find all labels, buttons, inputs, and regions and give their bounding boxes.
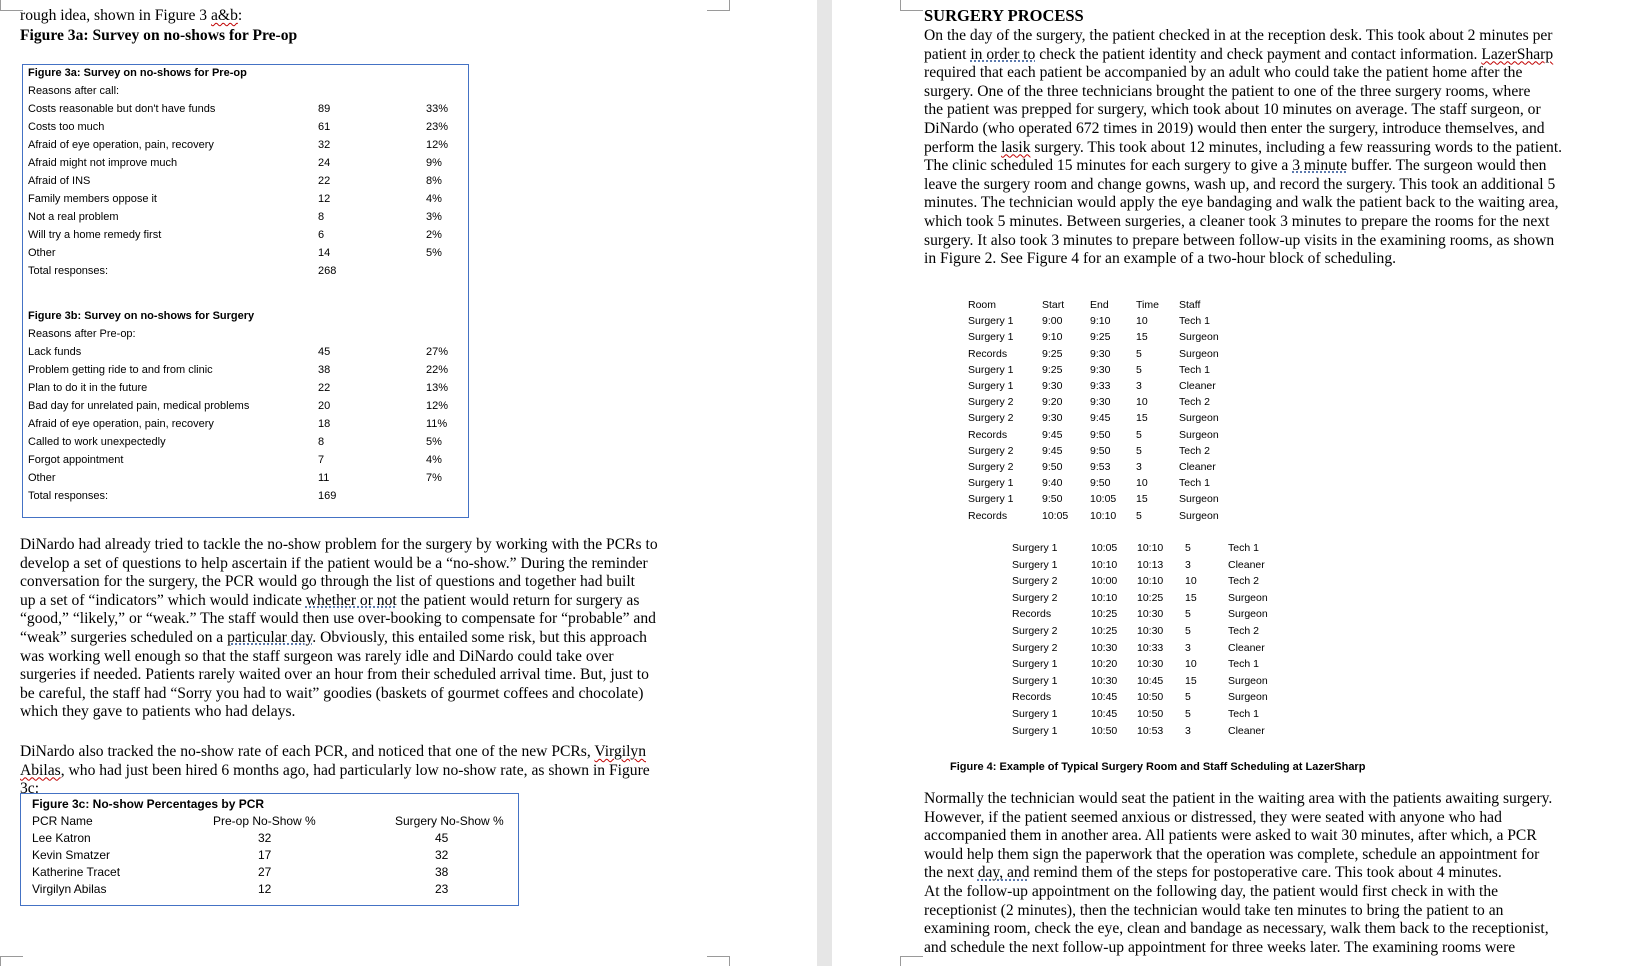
percent-cell: 5%	[426, 436, 442, 448]
table-cell: 38	[435, 865, 449, 879]
schedule-cell: 9:45	[1042, 444, 1063, 457]
reason-cell: Lack funds	[28, 346, 82, 358]
table-row	[28, 157, 466, 175]
schedule-cell: 10:05	[1042, 509, 1069, 522]
page-corner-mark	[900, 956, 923, 966]
schedule-cell: Surgery 1	[968, 477, 1014, 490]
schedule-cell: 15	[1185, 674, 1197, 687]
figure-3b-title: Figure 3b: Survey on no-shows for Surgery	[28, 310, 255, 322]
schedule-cell: 9:00	[1042, 315, 1063, 328]
count-cell: 22	[318, 175, 331, 187]
percent-cell: 4%	[426, 454, 442, 466]
reason-cell: Forgot appointment	[28, 454, 124, 466]
reason-cell: Family members oppose it	[28, 193, 157, 205]
schedule-cell: 15	[1185, 591, 1197, 604]
total-value: 169	[318, 490, 337, 502]
schedule-cell: 9:25	[1042, 347, 1063, 360]
schedule-cell: 5	[1185, 542, 1191, 554]
schedule-cell: 9:30	[1042, 412, 1063, 425]
schedule-cell: Surgery 1	[1012, 558, 1058, 571]
schedule-cell: Surgery 1	[1012, 724, 1058, 737]
schedule-cell: Surgery 2	[1012, 591, 1058, 604]
schedule-cell: 10:50	[1091, 724, 1118, 737]
schedule-cell: Surgery 2	[1012, 641, 1058, 654]
schedule-cell: 10:30	[1137, 658, 1164, 671]
figure-4-caption: Figure 4: Example of Typical Surgery Room and Staff Scheduling at LazerSharp	[950, 761, 1366, 773]
figure-3b-table	[28, 310, 466, 508]
schedule-cell: 3	[1185, 558, 1191, 571]
table-row	[28, 418, 466, 436]
body-paragraph: On the day of the surgery, the patient checked in at the reception desk. This took about 2 minutes per patient in order to check the patient identity and check payment and contact information. LazerSharp required that each patient be accompanied by an adult who could take the patient home after the surgery. One of the three technicians brought the patient to one of the three surgery rooms, where the patient was prepped for surgery, which took about 10 minutes on average. The staff surgeon, or DiNardo (who operated 672 times in 2019) would then enter the surgery, introduce themselves, and perform the lasik surgery. This took about 12 minutes, including a few reassuring words to the patient. The clinic scheduled 15 minutes for each surgery to give a 3 minute buffer. The surgeon would then leave the surgery room and change gowns, wash up, and record the surgery. This took an additional 5 minutes. The technician would apply the eye bandaging and walk the patient back to the waiting area, which took 5 minutes. Between surgeries, a cleaner took 3 minutes to prepare the rooms for the next surgery. It also took 3 minutes to prepare between follow-up visits in the examining rooms, as shown in Figure 2. See Figure 4 for an example of a two-hour block of scheduling.	[924, 27, 1563, 268]
schedule-cell: Surgery 1	[968, 315, 1014, 328]
schedule-cell: Surgeon	[1179, 493, 1219, 506]
page-corner-mark	[900, 0, 923, 11]
table-cell: 23	[435, 882, 449, 896]
schedule-cell: 10:45	[1091, 708, 1118, 720]
schedule-cell: Cleaner	[1179, 380, 1216, 392]
percent-cell: 3%	[426, 211, 442, 223]
schedule-cell: 10:53	[1137, 724, 1164, 737]
schedule-cell: Tech 2	[1228, 575, 1259, 588]
schedule-cell: Tech 1	[1179, 315, 1210, 328]
percent-cell: 22%	[426, 364, 449, 376]
schedule-cell: Records	[968, 509, 1008, 522]
figure-3b-total-row	[28, 490, 466, 508]
total-label: Total responses:	[28, 490, 109, 502]
schedule-cell: Surgery 2	[968, 412, 1014, 425]
schedule-cell: 5	[1136, 347, 1142, 360]
percent-cell: 8%	[426, 175, 442, 187]
reason-cell: Afraid might not improve much	[28, 157, 178, 169]
page-corner-mark	[0, 956, 23, 966]
count-cell: 32	[318, 139, 331, 151]
schedule-cell: Surgeon	[1228, 674, 1268, 687]
figure-3a-title-row	[28, 67, 466, 85]
table-row	[28, 193, 466, 211]
schedule-cell: 10	[1136, 315, 1148, 328]
figure-3b-subtitle-row	[28, 328, 466, 346]
schedule-cell: Surgeon	[1228, 591, 1268, 604]
percent-cell: 9%	[426, 157, 442, 169]
table-row	[28, 229, 466, 247]
schedule-cell: 10:05	[1091, 542, 1118, 554]
reason-cell: Costs reasonable but don't have funds	[28, 103, 216, 115]
figure-3b-title-row	[28, 310, 466, 328]
schedule-cell: 9:50	[1090, 444, 1111, 457]
schedule-cell: Surgeon	[1179, 331, 1219, 344]
schedule-cell: 9:30	[1090, 396, 1111, 409]
schedule-cell: 15	[1136, 493, 1148, 506]
schedule-cell: Cleaner	[1228, 558, 1265, 571]
schedule-cell: 10:10	[1091, 558, 1118, 571]
schedule-cell: 3	[1185, 724, 1191, 737]
schedule-cell: 9:50	[1042, 461, 1063, 473]
table-row	[28, 472, 466, 490]
schedule-cell: 10:50	[1137, 708, 1164, 720]
percent-cell: 13%	[426, 382, 449, 394]
schedule-cell: 10:10	[1091, 591, 1118, 604]
schedule-cell: 10	[1185, 658, 1197, 671]
schedule-cell: 10:25	[1091, 625, 1118, 637]
table-cell: Katherine Tracet	[32, 865, 121, 879]
figure-3a-total-row	[28, 265, 466, 283]
section-heading: SURGERY PROCESS	[924, 6, 1084, 25]
count-cell: 8	[318, 211, 325, 223]
schedule-cell: Surgery 1	[1012, 542, 1058, 554]
schedule-cell: 3	[1185, 641, 1191, 654]
schedule-cell: 10:30	[1091, 641, 1118, 654]
schedule-cell: Tech 1	[1228, 708, 1259, 720]
total-label: Total responses:	[28, 265, 109, 277]
column-header: PCR Name	[32, 814, 93, 828]
table-cell: Lee Katron	[32, 831, 91, 845]
schedule-cell: Surgeon	[1228, 691, 1268, 704]
schedule-cell: 9:40	[1042, 477, 1063, 490]
schedule-cell: 9:45	[1090, 412, 1111, 425]
percent-cell: 12%	[426, 139, 449, 151]
schedule-cell: 5	[1136, 444, 1142, 457]
figure-3a-table	[28, 67, 466, 283]
schedule-cell: Surgery 1	[968, 493, 1014, 506]
schedule-cell: 9:53	[1090, 461, 1111, 473]
schedule-cell: Records	[968, 428, 1008, 441]
table-row	[28, 121, 466, 139]
column-header: Staff	[1179, 299, 1201, 311]
percent-cell: 2%	[426, 229, 442, 241]
column-header: Pre-op No-Show %	[213, 814, 316, 828]
document-page-right	[832, 0, 1636, 966]
count-cell: 18	[318, 418, 331, 430]
column-header: End	[1090, 299, 1109, 311]
schedule-cell: 5	[1185, 708, 1191, 720]
schedule-cell: 5	[1136, 428, 1142, 441]
table-row	[28, 382, 466, 400]
reason-cell: Afraid of eye operation, pain, recovery	[28, 139, 214, 151]
figure-3a-subtitle: Reasons after call:	[28, 85, 120, 97]
text-line: rough idea, shown in Figure 3 a&b:	[20, 7, 243, 24]
reason-cell: Problem getting ride to and from clinic	[28, 364, 213, 376]
schedule-cell: 9:30	[1042, 380, 1063, 392]
schedule-cell: Tech 1	[1228, 658, 1259, 671]
reason-cell: Not a real problem	[28, 211, 119, 223]
reason-cell: Plan to do it in the future	[28, 382, 148, 394]
schedule-cell: 10:30	[1137, 625, 1164, 637]
count-cell: 22	[318, 382, 331, 394]
schedule-cell: 10:45	[1137, 674, 1164, 687]
body-paragraph: DiNardo had already tried to tackle the no-show problem for the surgery by working with the PCRs to develop a set of questions to help ascertain if the patient would be a “no-show.” During the reminder conversation for the surgery, the PCR would go through the list of questions and together had built up a set of “indicators” which would indicate whether or not the patient would return for surgery as “good,” “likely,” or “weak.” The staff would then use over-booking to compensate for “probable” and “weak” surgeries scheduled on a particular day. Obviously, this entailed some risk, but this approach was working well enough so that the staff surgeon was rarely idle and DiNardo could take over surgeries if needed. Patients rarely waited over an hour from their scheduled arrival time. But, just to be careful, the staff had “Sorry you had to wait” goodies (baskets of gourmet coffees and chocolate) which they gave to patients who had delays.	[20, 536, 658, 721]
schedule-cell: 3	[1136, 380, 1142, 392]
schedule-cell: 9:25	[1042, 363, 1063, 376]
reason-cell: Costs too much	[28, 121, 105, 133]
count-cell: 61	[318, 121, 331, 133]
schedule-cell: 9:50	[1042, 493, 1063, 506]
table-row	[28, 436, 466, 454]
reason-cell: Afraid of eye operation, pain, recovery	[28, 418, 214, 430]
schedule-cell: 10:00	[1091, 575, 1118, 588]
percent-cell: 5%	[426, 247, 442, 259]
schedule-cell: 5	[1136, 509, 1142, 522]
schedule-cell: 10:50	[1137, 691, 1164, 704]
figure-heading: Figure 3a: Survey on no-shows for Pre-op	[20, 27, 298, 44]
schedule-cell: Tech 2	[1179, 396, 1210, 409]
table-cell: 12	[258, 882, 272, 896]
figure-3a-subtitle-row	[28, 85, 466, 103]
table-row	[28, 103, 466, 121]
schedule-cell: Surgeon	[1179, 347, 1219, 360]
schedule-cell: 10:10	[1137, 575, 1164, 588]
figure-3a-title: Figure 3a: Survey on no-shows for Pre-op	[28, 67, 247, 79]
count-cell: 8	[318, 436, 325, 448]
schedule-cell: Surgery 2	[1012, 625, 1058, 637]
schedule-cell: Surgeon	[1179, 428, 1219, 441]
schedule-cell: Surgeon	[1179, 509, 1219, 522]
count-cell: 12	[318, 193, 331, 205]
count-cell: 38	[318, 364, 331, 376]
table-cell: 27	[258, 865, 272, 879]
schedule-cell: Surgery 1	[1012, 674, 1058, 687]
schedule-cell: 10:10	[1090, 509, 1117, 522]
count-cell: 14	[318, 247, 331, 259]
total-value: 268	[318, 265, 337, 277]
schedule-cell: Surgery 2	[968, 444, 1014, 457]
schedule-cell: 10:45	[1091, 691, 1118, 704]
schedule-cell: 10:13	[1137, 558, 1164, 571]
schedule-cell: Surgery 1	[968, 380, 1014, 392]
figure-3b-subtitle: Reasons after Pre-op:	[28, 328, 136, 340]
schedule-cell: Surgery 1	[1012, 658, 1058, 671]
table-cell: 32	[258, 831, 272, 845]
table-row	[28, 400, 466, 418]
schedule-cell: 9:50	[1090, 428, 1111, 441]
schedule-cell: 9:25	[1090, 331, 1111, 344]
schedule-cell: Surgeon	[1179, 412, 1219, 425]
schedule-cell: 5	[1185, 625, 1191, 637]
table-row	[28, 211, 466, 229]
count-cell: 11	[318, 472, 330, 484]
percent-cell: 4%	[426, 193, 442, 205]
count-cell: 20	[318, 400, 331, 412]
table-row	[28, 175, 466, 193]
schedule-cell: 5	[1185, 691, 1191, 704]
schedule-cell: Surgery 2	[968, 461, 1014, 473]
percent-cell: 33%	[426, 103, 449, 115]
schedule-cell: Tech 1	[1179, 477, 1210, 490]
schedule-cell: 5	[1185, 608, 1191, 621]
table-cell: Kevin Smatzer	[32, 848, 111, 862]
schedule-cell: Tech 1	[1228, 542, 1259, 554]
percent-cell: 23%	[426, 121, 449, 133]
count-cell: 6	[318, 229, 325, 241]
schedule-cell: 10:30	[1091, 674, 1118, 687]
body-paragraph: DiNardo also tracked the no-show rate of each PCR, and noticed that one of the new PCRs, Virgilyn Abilas, who had just been hired 6 months ago, had particularly low no-show rate, as shown in Figure 3c:	[20, 743, 650, 798]
percent-cell: 11%	[426, 418, 448, 430]
table-cell: 17	[258, 848, 272, 862]
schedule-cell: 10:25	[1091, 608, 1118, 621]
schedule-cell: 10:30	[1137, 608, 1164, 621]
schedule-cell: 9:45	[1042, 428, 1063, 441]
table-row	[28, 364, 466, 382]
table-cell: 45	[435, 831, 449, 845]
column-header: Start	[1042, 299, 1065, 311]
schedule-cell: 15	[1136, 412, 1148, 425]
schedule-cell: Tech 2	[1179, 444, 1210, 457]
column-header: Surgery No-Show %	[395, 814, 504, 828]
figure-3c-title: Figure 3c: No-show Percentages by PCR	[32, 797, 265, 811]
schedule-cell: 10:25	[1137, 591, 1164, 604]
reason-cell: Afraid of INS	[28, 175, 91, 187]
schedule-cell: 9:20	[1042, 396, 1063, 409]
count-cell: 89	[318, 103, 331, 115]
table-row	[28, 346, 466, 364]
schedule-cell: Tech 2	[1228, 625, 1259, 637]
schedule-cell: 10	[1185, 575, 1197, 588]
schedule-cell: 9:50	[1090, 477, 1111, 490]
schedule-cell: 9:10	[1090, 315, 1111, 328]
percent-cell: 12%	[426, 400, 449, 412]
schedule-cell: 9:30	[1090, 347, 1111, 360]
page-corner-mark	[707, 956, 730, 966]
body-paragraph: Normally the technician would seat the patient in the waiting area with the patients awaiting surgery. However, if the patient seemed anxious or distressed, they were seated with anyone who had accompanied them in another area. All patients were asked to wait 30 minutes, after which, a PCR would help them sign the paperwork that the operation was complete, schedule an appointment for the next day, and remind them of the steps for postoperative care. This took about 4 minutes. At the follow-up appointment on the following day, the patient would first check in with the receptionist (2 minutes), then the technician would take ten minutes to bring the patient to an examining room, check the eye, clean and bandage as necessary, walk them back to the receptionist, and schedule the next follow-up appointment for three weeks later. The examining rooms were	[924, 790, 1553, 956]
table-cell: Virgilyn Abilas	[32, 882, 107, 896]
schedule-cell: Records	[1012, 608, 1052, 621]
schedule-cell: 10:33	[1137, 641, 1164, 654]
schedule-cell: 3	[1136, 461, 1142, 473]
schedule-cell: 10:05	[1090, 493, 1117, 506]
schedule-cell: Records	[1012, 691, 1052, 704]
schedule-cell: Surgery 1	[968, 331, 1014, 344]
schedule-cell: 10	[1136, 396, 1148, 409]
schedule-cell: Surgery 1	[968, 363, 1014, 376]
schedule-cell: Records	[968, 347, 1008, 360]
schedule-cell: Surgery 1	[1012, 708, 1058, 720]
schedule-cell: Surgery 2	[1012, 575, 1058, 588]
schedule-cell: 9:10	[1042, 331, 1063, 344]
empty-cell	[426, 265, 466, 283]
schedule-cell: Cleaner	[1228, 641, 1265, 654]
table-row	[28, 247, 466, 265]
count-cell: 24	[318, 157, 331, 169]
reason-cell: Will try a home remedy first	[28, 229, 162, 241]
schedule-cell: 15	[1136, 331, 1148, 344]
schedule-cell: Cleaner	[1179, 461, 1216, 473]
empty-cell	[426, 490, 466, 508]
count-cell: 45	[318, 346, 331, 358]
schedule-cell: 5	[1136, 363, 1142, 376]
reason-cell: Called to work unexpectedly	[28, 436, 166, 448]
reason-cell: Other	[28, 247, 56, 259]
document-page-left	[0, 0, 817, 966]
table-row	[28, 139, 466, 157]
reason-cell: Bad day for unrelated pain, medical problems	[28, 400, 250, 412]
schedule-cell: Tech 1	[1179, 363, 1210, 376]
schedule-cell: 10:10	[1137, 542, 1164, 554]
schedule-cell: Cleaner	[1228, 724, 1265, 737]
percent-cell: 27%	[426, 346, 449, 358]
reason-cell: Other	[28, 472, 56, 484]
column-header: Room	[968, 299, 997, 311]
schedule-cell: 10	[1136, 477, 1148, 490]
schedule-cell: 9:33	[1090, 380, 1111, 392]
count-cell: 7	[318, 454, 325, 466]
table-cell: 32	[435, 848, 449, 862]
schedule-cell: 9:30	[1090, 363, 1111, 376]
schedule-cell: 10:20	[1091, 658, 1118, 671]
table-row	[28, 454, 466, 472]
percent-cell: 7%	[426, 472, 442, 484]
column-header: Time	[1136, 299, 1159, 311]
schedule-cell: Surgeon	[1228, 608, 1268, 621]
schedule-cell: Surgery 2	[968, 396, 1014, 409]
page-corner-mark	[707, 0, 730, 11]
